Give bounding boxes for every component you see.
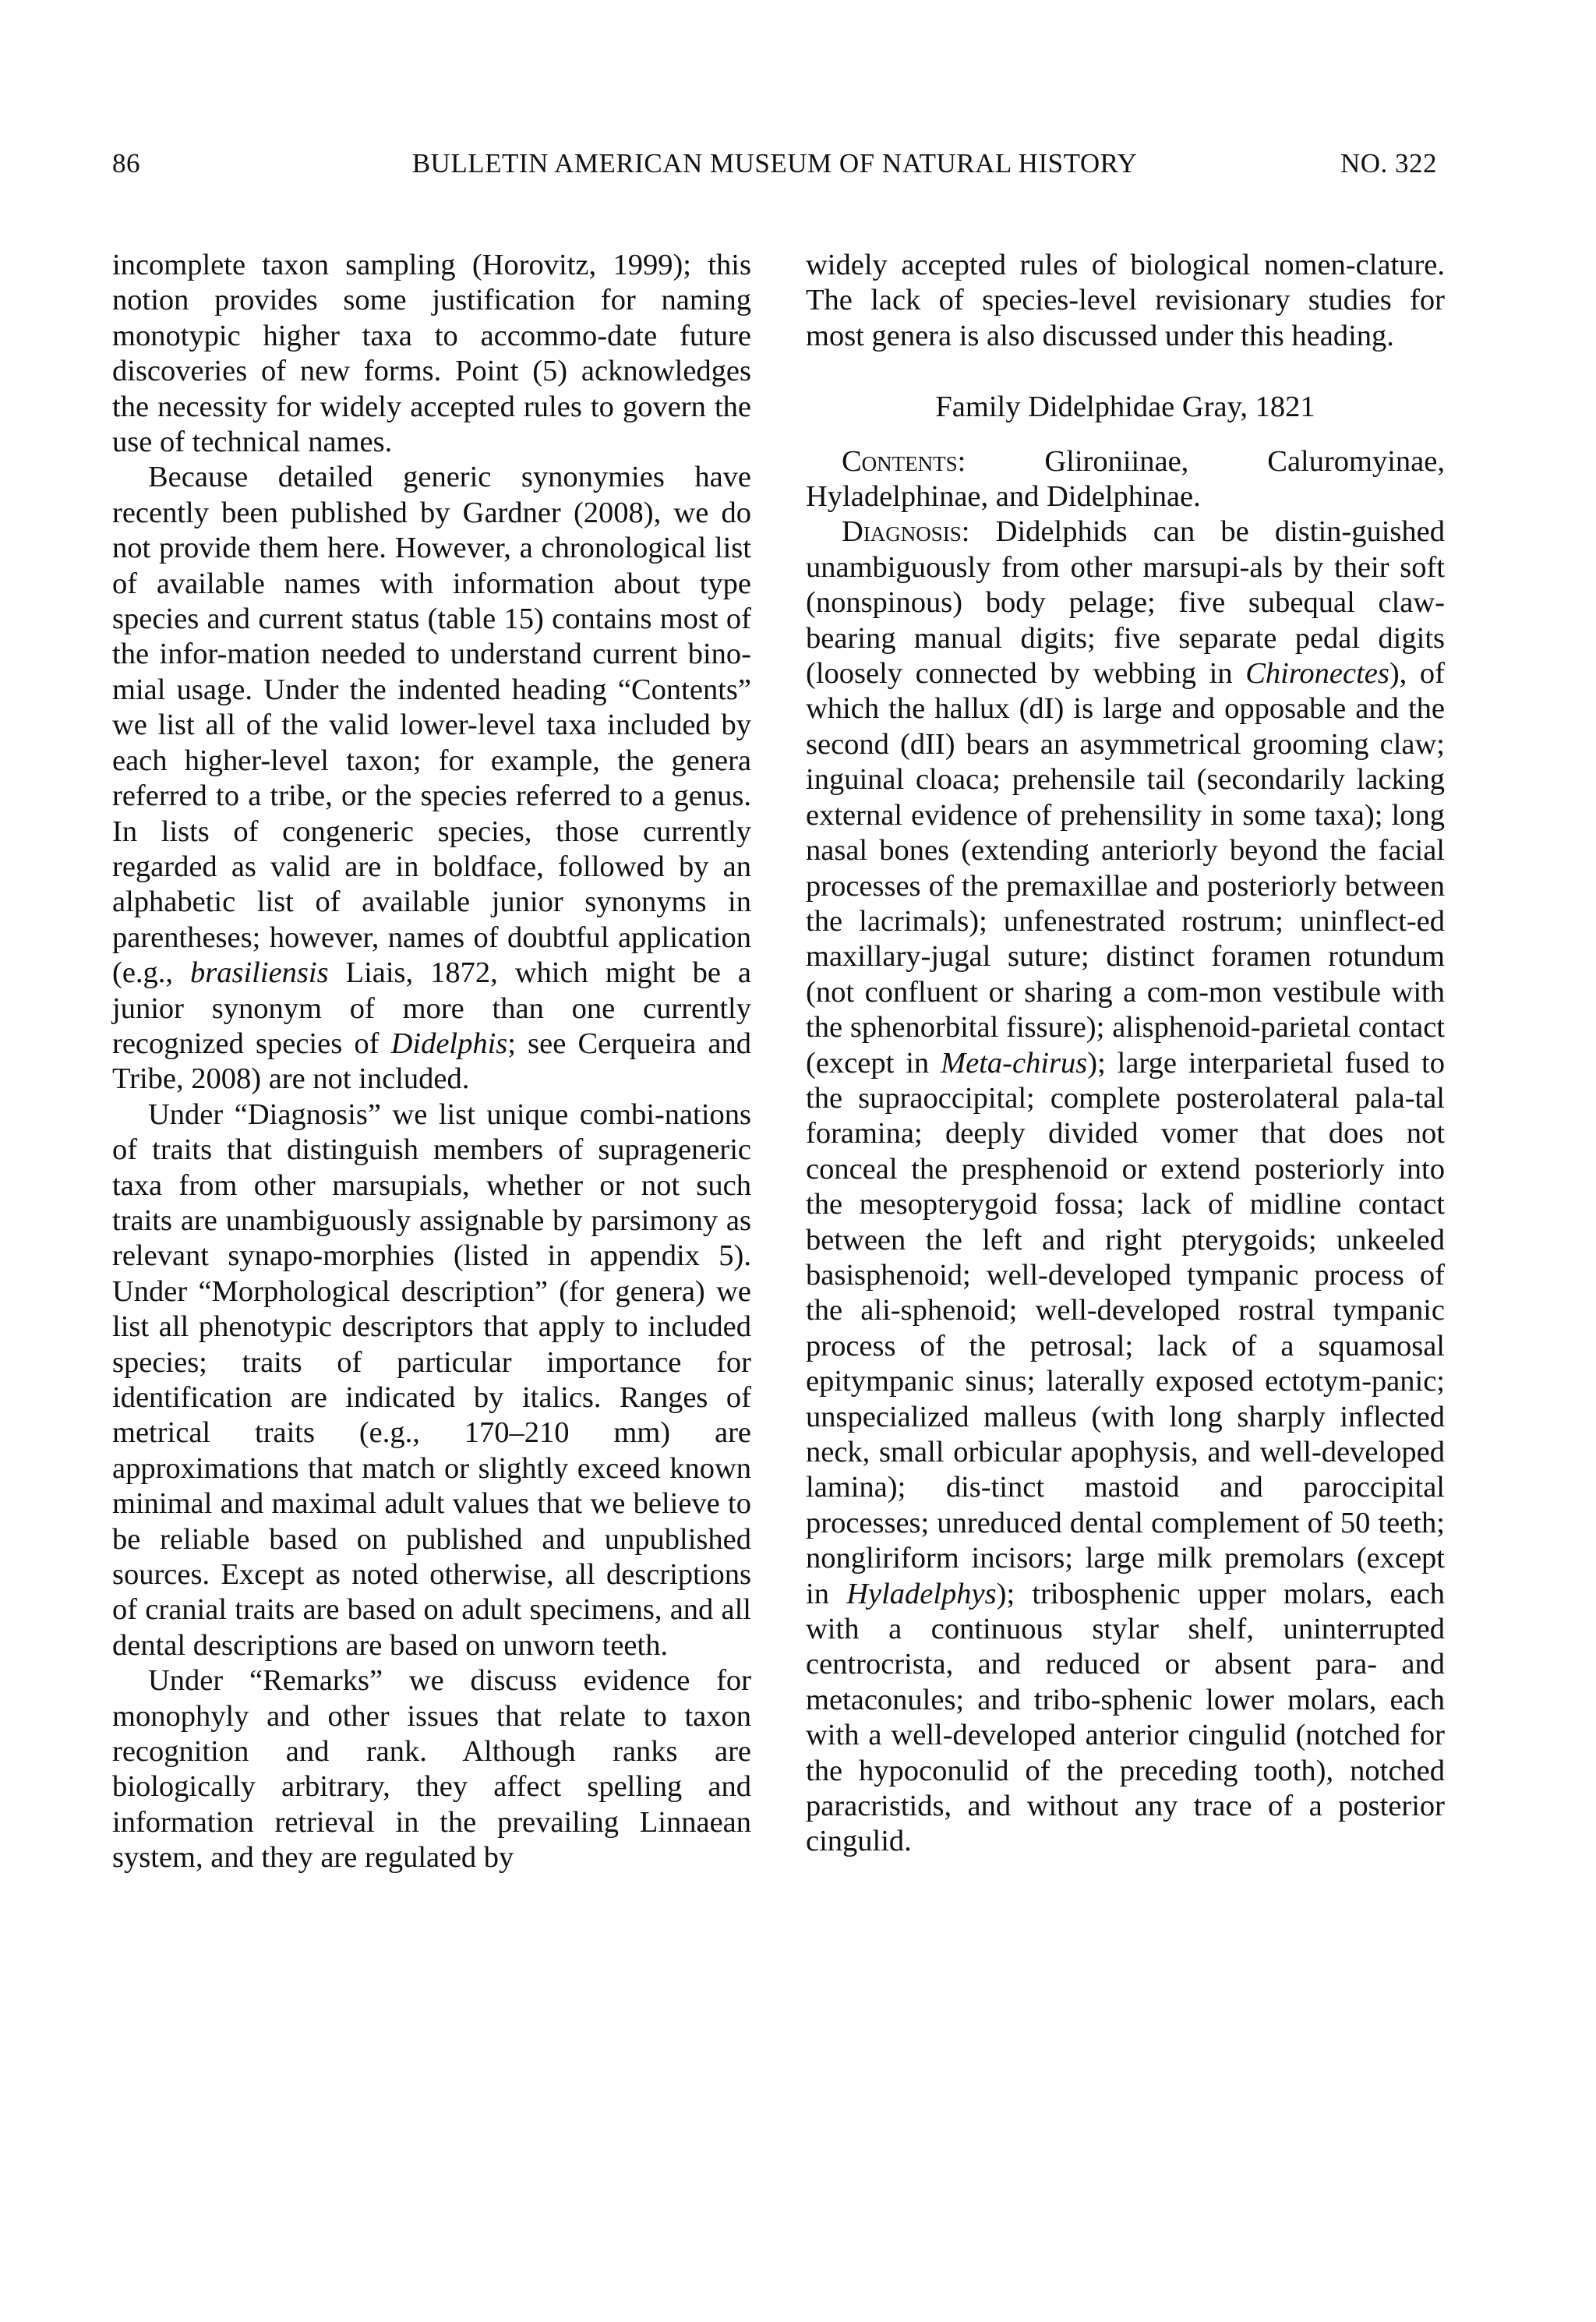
page-number: 86 (112, 148, 140, 178)
paragraph-diagnosis-explained: Under “Diagnosis” we list unique combi-nations of traits that distinguish members of suprageneric taxa from other marsupials, whether or not such traits are unambiguously assignable by parsimony as relevant synapo-morphies (listed in appendix 5). Under “Morphological description” (for genera) we list all phenotypic descriptors that apply to included species; traits of particular importance for identification are indicated by italics. Ranges of metrical traits (e.g., 170–210 mm) are approximations that match or slightly exceed known minimal and maximal adult values that we believe to be reliable based on published and unpublished sources. Except as noted otherwise, all descriptions of cranial traits are based on adult specimens, and all dental descriptions are based on unworn teeth. (112, 1097, 751, 1662)
paragraph-synonymies: Because detailed generic synonymies have recently been published by Gardner (2008), we do not provide them here. However, a chronological list of available names with information about type species and current status (table 15) contains most of the infor-mation needed to understand current bino-mial usage. Under the indented heading “Contents” we list all of the valid lower-level taxa included by each higher-level taxon; for example, the genera referred to a tribe, or the species referred to a genus. In lists of congeneric species, those currently regarded as valid are in boldface, followed by an alphabetic list of available junior synonyms in parentheses; however, names of doubtful application (e.g., brasiliensis Liais, 1872, which might be a junior synonym of more than one currently recognized species of Didelphis; see Cerqueira and Tribe, 2008) are not included. (112, 461, 751, 1096)
paragraph-continued: incomplete taxon sampling (Horovitz, 1999); this notion provides some justification for naming monotypic higher taxa to accommo-date future discoveries of new forms. Point (5) acknowledges the necessity for widely accepted rules to govern the use of technical names. (112, 249, 751, 459)
contents-paragraph: Contents: Glironiinae, Caluromyinae, Hyladelphinae, and Didelphinae. (806, 444, 1445, 514)
contents-label: Contents: (842, 444, 966, 478)
running-head (112, 148, 1437, 186)
family-heading: Family Didelphidae Gray, 1821 (935, 391, 1315, 424)
diagnosis-label: Diagnosis: (842, 515, 970, 549)
paragraph-continued-right: widely accepted rules of biological nomen-clature. The lack of species-level revisionary studies for most genera is also discussed under this heading. (806, 249, 1445, 352)
left-column (112, 248, 751, 1876)
diagnosis-paragraph: Diagnosis: Didelphids can be distin-guished unambiguously from other marsupi-als by their soft (nonspinous) body pelage; five subequal claw-bearing manual digits; five separate pedal digits (loosely connected by webbing in Chironectes), of which the hallux (dI) is large and opposable and the second (dII) bears an asymmetrical grooming claw; inguinal cloaca; prehensile tail (secondarily lacking external evidence of prehensility in some taxa); long nasal bones (extending anteriorly beyond the facial processes of the premaxillae and posteriorly between the lacrimals); unfenestrated rostrum; uninflect-ed maxillary-jugal suture; distinct foramen rotundum (not confluent or sharing a com-mon vestibule with the sphenorbital fissure); alisphenoid-parietal contact (except in Meta-chirus); large interparietal fused to the supraoccipital; complete posterolateral pala-tal foramina; deeply divided vomer that does not conceal the presphenoid or extend posteriorly into the mesopterygoid fossa; lack of midline contact between the left and right pterygoids; unkeeled basisphenoid; well-developed tympanic process of the ali-sphenoid; well-developed rostral tympanic process of the petrosal; lack of a squamosal epitympanic sinus; laterally exposed ectotym-panic; unspecialized malleus (with long sharply inflected neck, small orbicular apophysis, and well-developed lamina); dis-tinct mastoid and paroccipital processes; unreduced dental complement of 50 teeth; nongliriform incisors; large milk premolars (except in Hyladelphys); tribosphenic upper molars, each with a continuous stylar shelf, uninterrupted centrocrista, and reduced or absent para- and metaconules; and tribo-sphenic lower molars, each with a well-developed anterior cingulid (notched for the hypoconulid of the preceding tooth), notched paracristids, and without any trace of a posterior cingulid. (806, 515, 1445, 1858)
right-column (806, 248, 1445, 1860)
paragraph-remarks-explained: Under “Remarks” we discuss evidence for monophyly and other issues that relate to taxon recognition and rank. Although ranks are biologically arbitrary, they affect spelling and information retrieval in the prevailing Linnaean system, and they are regulated by (112, 1664, 751, 1875)
issue-number: NO. 322 (1340, 148, 1437, 178)
journal-title: BULLETIN AMERICAN MUSEUM OF NATURAL HISTORY (411, 148, 1138, 178)
